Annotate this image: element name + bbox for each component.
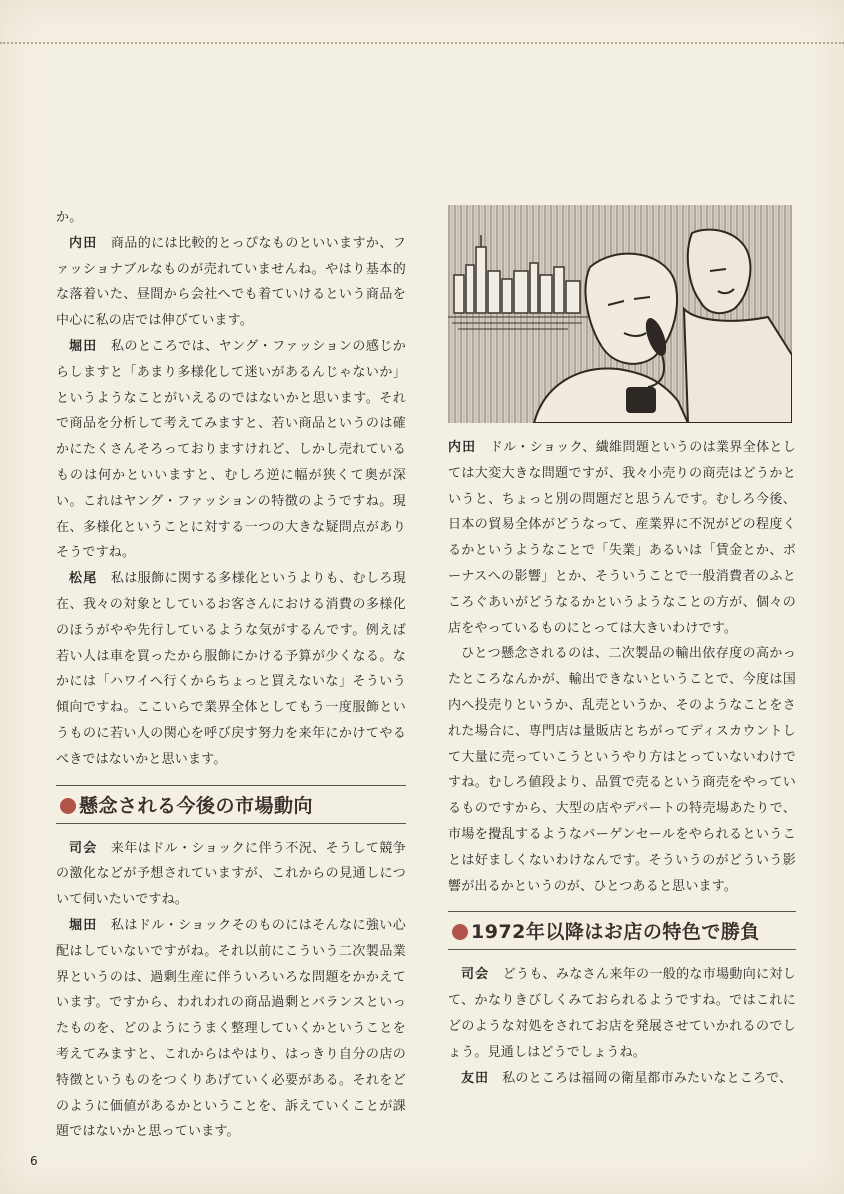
paragraph xyxy=(56,334,406,566)
paragraph-text: か。 xyxy=(56,210,83,225)
paragraph-text: ドル・ショック、繊維問題というのは業界全体としては大変大きな問題ですが、我々小売りの商売はどうかというと、ちょっと別の問題だと思うんです。むしろ今後、日本の貿易全体がどうなって、産業界に不況がどの程度くるかというようなことで「失業」あるいは「賃金とか、ボーナスへの影響」とか、そういうことで一般消費者のふところぐあいがどうなるかというようなことの方が、個々の店をやっているものにとっては大きいわけです。 xyxy=(448,440,796,636)
speaker-name: 堀田 xyxy=(69,338,98,354)
section-heading xyxy=(448,911,796,950)
left-text-bottom xyxy=(56,836,406,1146)
speaker-name: 堀田 xyxy=(69,917,98,933)
paragraph xyxy=(448,641,796,899)
paragraph xyxy=(448,962,796,1065)
section-heading-text: 1972年以降はお店の特色で勝負 xyxy=(471,921,760,944)
paragraph-text: 私のところでは、ヤング・ファッションの感じからしますと「あまり多様化して迷いがあるんじゃないか」というようなことがいえるのではないかと思います。それで商品を分析して考えてみますと、若い商品というのは確かにたくさんそろっておりますけれど、しかし売れているものは何かといいますと、むしろ逆に幅が狭くて奥が深い。これはヤング・ファッションの特徴のようですね。現在、多様化ということに対する一つの大きな疑問点がありそうですね。 xyxy=(56,338,406,561)
speaker-name: 司会 xyxy=(69,840,98,856)
right-text-bottom xyxy=(448,962,796,1091)
paragraph xyxy=(448,435,796,641)
bullet-icon xyxy=(452,924,468,940)
paragraph xyxy=(448,1066,796,1092)
section-heading xyxy=(56,785,406,824)
right-text-top xyxy=(448,435,796,899)
paragraph xyxy=(56,205,406,231)
paragraph-text: 私は服飾に関する多様化というよりも、むしろ現在、我々の対象としているお客さんにおける消費の多様化のほうがやや先行しているような気がするんです。例えば若い人は車を買ったから服飾にかける予算が少くなる。なかには「ハワイへ行くからちょっと買えないな」そういう傾向ですね。ここいらで業界全体としてもう一度服飾というものに若い人の関心を呼び戻す努力を来年にかけてやるべきではないかと思います。 xyxy=(56,571,406,767)
left-text-top xyxy=(56,205,406,773)
speaker-name: 友田 xyxy=(461,1070,490,1086)
paragraph-text: 私のところは福岡の衛星都市みたいなところで、 xyxy=(502,1070,793,1086)
section-heading-text: 懸念される今後の市場動向 xyxy=(79,794,314,817)
speaker-name: 内田 xyxy=(69,235,98,251)
speaker-name: 内田 xyxy=(448,440,477,455)
left-column xyxy=(56,205,406,1145)
page-number: 6 xyxy=(30,1154,38,1168)
paragraph-text: 商品的には比較的とっぴなものといいますか、ファッショナブルなものが売れていませんね。やはり基本的な落着いた、昼間から会社へでも着ていけるという商品を中心に私の店では伸びています。 xyxy=(56,235,406,329)
speaker-name: 司会 xyxy=(461,967,490,983)
top-dotted-rule xyxy=(0,42,844,44)
paragraph-text: どうも、みなさん来年の一般的な市場動向に対して、かなりきびしくみておられるようですね。ではこれにどのような対処をされてお店を発展させていかれるのでしょう。見通しはどうでしょうね。 xyxy=(448,967,796,1060)
right-column xyxy=(448,205,796,1091)
paragraph xyxy=(56,566,406,772)
paragraph-text: 私はドル・ショックそのものにはそんなに強い心配はしていないですがね。それ以前にこういう二次製品業界というのは、過剰生産に伴ういろいろな問題をかかえています。ですから、われわれの商品過剰とバランスといったものを、どのようにうまく整理していくかということを考えてみますと、これからはやはり、はっきり自分の店の特徴というものをつくりあげていく必要がある。それをどのように価値があるかということを、訴えていくことが課題ではないかと思っています。 xyxy=(56,917,406,1140)
illustration-svg xyxy=(448,205,792,423)
bullet-icon xyxy=(60,798,76,814)
speaker-name: 松尾 xyxy=(69,571,98,587)
paragraph-text: 来年はドル・ショックに伴う不況、そうして競争の激化などが予想されていますが、これからの見通しについて伺いたいですね。 xyxy=(56,840,406,908)
paragraph xyxy=(56,231,406,334)
paragraph xyxy=(56,836,406,913)
paragraph xyxy=(56,913,406,1145)
telephone-men-illustration xyxy=(448,205,792,423)
paragraph-text: ひとつ懸念されるのは、二次製品の輸出依存度の高かったところなんかが、輸出できないということで、今度は国内へ投売りというか、乱売というか、そのようなことをされた場合に、専門店は量販店とちがってディスカウントして大量に売っていこうというやり方はとっていないわけですね。むしろ値段より、品質で売るという商売をやっているものですから、大型の店やデパートの特売場あたりで、市場を攪乱するようなバーゲンセールをやられるということは好ましくないわけなんです。そういうのがどういう影響が出るかというのが、ひとつあると思います。 xyxy=(448,646,796,894)
